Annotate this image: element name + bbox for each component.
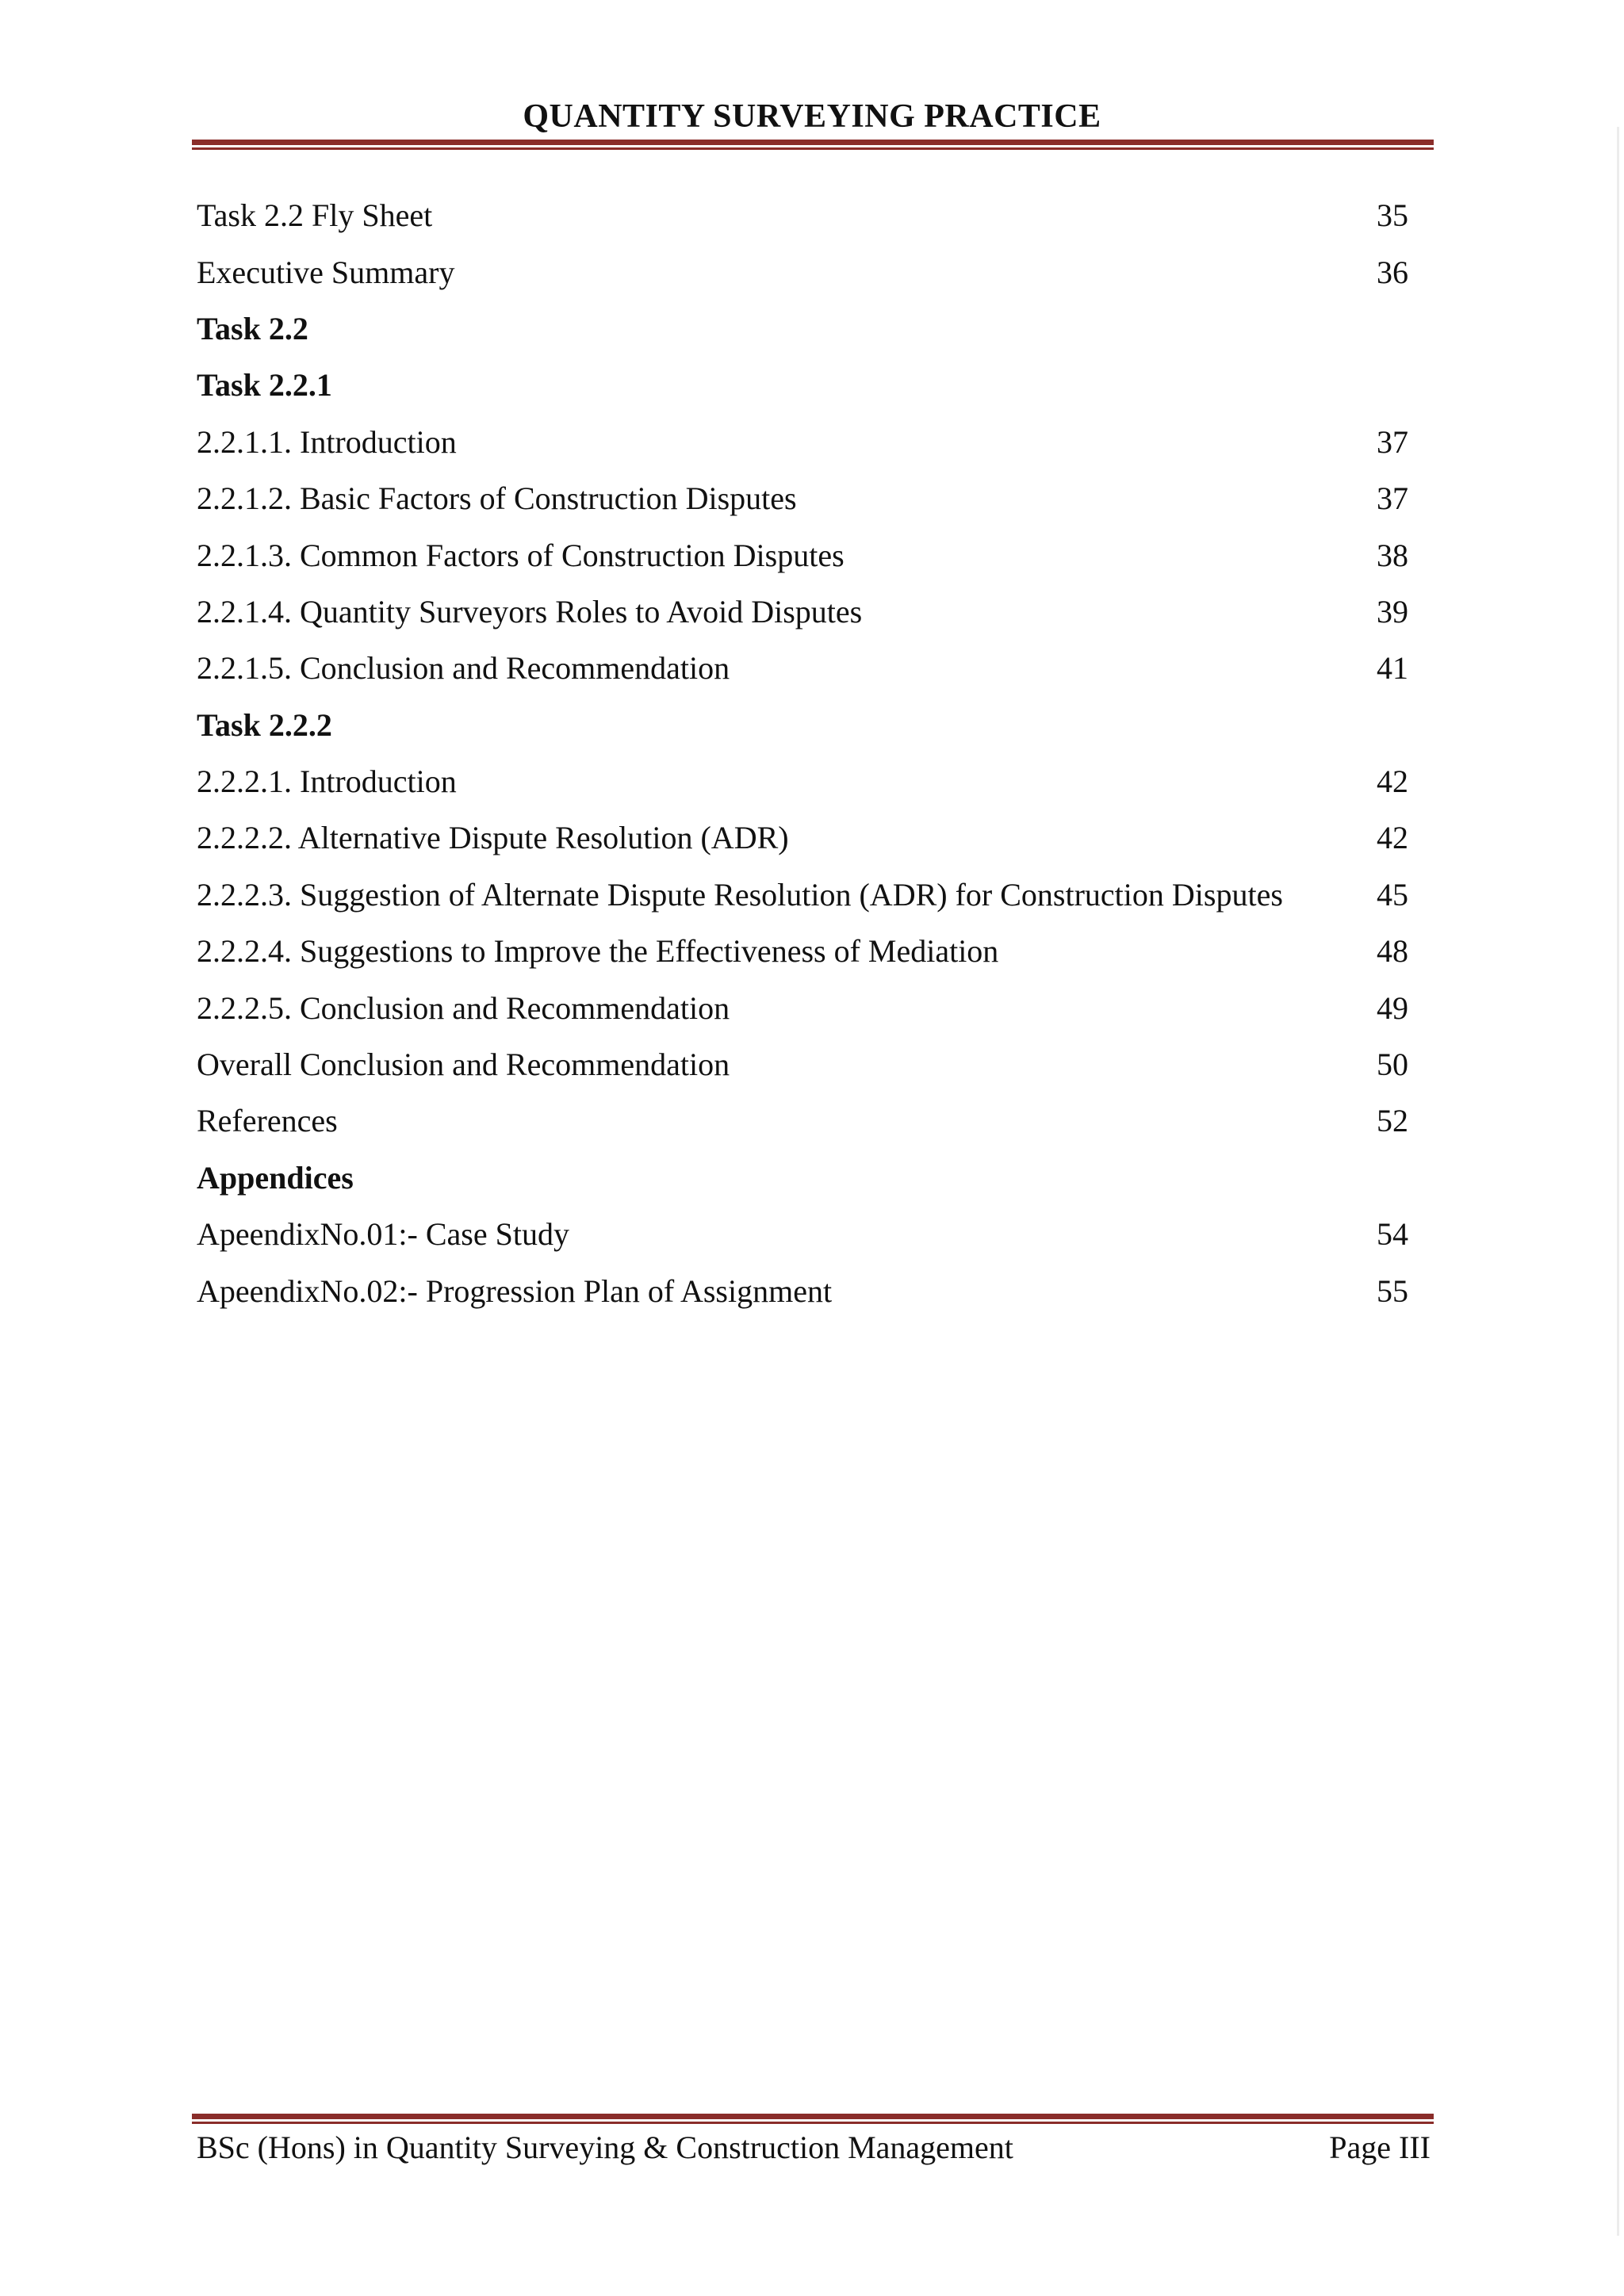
toc-entry[interactable] <box>197 414 1411 470</box>
toc-entry-page: 50 <box>1377 1047 1408 1083</box>
toc-heading-label: Task 2.2.2 <box>197 706 332 743</box>
toc-entry[interactable] <box>197 187 1411 243</box>
toc-entry-label: 2.2.2.3. Suggestion of Alternate Dispute Resolution (ADR) for Construction Disputes <box>197 876 1283 913</box>
footer-page-number: Page III <box>1329 2130 1431 2165</box>
toc-entry-label: Executive Summary <box>197 254 455 290</box>
toc-entry[interactable] <box>197 640 1411 696</box>
toc-entry-page: 42 <box>1377 820 1408 856</box>
toc-entry[interactable] <box>197 1262 1411 1318</box>
toc-entry[interactable] <box>197 809 1411 866</box>
toc-entry[interactable] <box>197 1206 1411 1262</box>
toc-entry-page: 55 <box>1377 1272 1408 1309</box>
toc-entry[interactable] <box>197 867 1411 923</box>
toc-entry-page: 52 <box>1377 1103 1408 1139</box>
toc-entry-label: Overall Conclusion and Recommendation <box>197 1047 730 1083</box>
toc-entry[interactable] <box>197 470 1411 526</box>
toc-entry-page: 38 <box>1377 537 1408 573</box>
toc-entry[interactable] <box>197 923 1411 979</box>
toc-section-heading <box>197 357 1411 413</box>
toc-entry[interactable] <box>197 1093 1411 1149</box>
toc-entry-label: 2.2.2.5. Conclusion and Recommendation <box>197 989 730 1026</box>
toc-entry-label: Task 2.2 Fly Sheet <box>197 197 433 234</box>
toc-entry[interactable] <box>197 979 1411 1035</box>
toc-section-heading <box>197 300 1411 357</box>
toc-entry-label: 2.2.1.1. Introduction <box>197 423 457 460</box>
toc-entry-page: 36 <box>1377 254 1408 290</box>
toc-entry-page: 54 <box>1377 1216 1408 1253</box>
toc-entry-label: 2.2.2.4. Suggestions to Improve the Effectiveness of Mediation <box>197 933 999 970</box>
toc-entry-page: 49 <box>1377 989 1408 1026</box>
toc-entry-label: 2.2.2.1. Introduction <box>197 763 457 800</box>
toc-entry[interactable] <box>197 243 1411 300</box>
toc-heading-label: Appendices <box>197 1159 354 1196</box>
toc-entry-page: 35 <box>1377 197 1408 234</box>
toc-entry-label: 2.2.1.3. Common Factors of Construction Disputes <box>197 537 845 573</box>
toc-entry-label: ApeendixNo.02:- Progression Plan of Assignment <box>197 1272 833 1309</box>
toc-section-heading <box>197 697 1411 753</box>
page-footer <box>197 2128 1431 2168</box>
toc-entry-page: 48 <box>1377 933 1408 970</box>
toc-entry-page: 39 <box>1377 593 1408 629</box>
toc-entry[interactable] <box>197 753 1411 809</box>
header-rule <box>192 140 1434 150</box>
toc-entry-page: 42 <box>1377 763 1408 800</box>
page-edge <box>1617 127 1619 2236</box>
toc-section-heading <box>197 1150 1411 1206</box>
toc-entry[interactable] <box>197 584 1411 640</box>
toc-entry-page: 41 <box>1377 650 1408 687</box>
footer-rule <box>192 2114 1434 2124</box>
toc-entry-label: References <box>197 1103 338 1139</box>
toc-entry-page: 37 <box>1377 423 1408 460</box>
toc-entry-label: 2.2.1.2. Basic Factors of Construction Disputes <box>197 480 797 517</box>
toc-heading-label: Task 2.2.1 <box>197 367 332 404</box>
toc-entry-label: ApeendixNo.01:- Case Study <box>197 1216 569 1253</box>
toc-heading-label: Task 2.2 <box>197 310 308 346</box>
toc-entry-label: 2.2.1.5. Conclusion and Recommendation <box>197 650 730 687</box>
toc-entry-page: 37 <box>1377 480 1408 517</box>
toc-entry-page: 45 <box>1377 876 1408 913</box>
table-of-contents <box>197 187 1411 1319</box>
page-header-title: QUANTITY SURVEYING PRACTICE <box>523 98 1101 135</box>
toc-entry[interactable] <box>197 526 1411 583</box>
toc-entry[interactable] <box>197 1036 1411 1093</box>
footer-course-title: BSc (Hons) in Quantity Surveying & Construction Management <box>197 2130 1013 2165</box>
toc-entry-label: 2.2.2.2. Alternative Dispute Resolution (ADR) <box>197 820 789 856</box>
toc-entry-label: 2.2.1.4. Quantity Surveyors Roles to Avoid Disputes <box>197 593 863 629</box>
